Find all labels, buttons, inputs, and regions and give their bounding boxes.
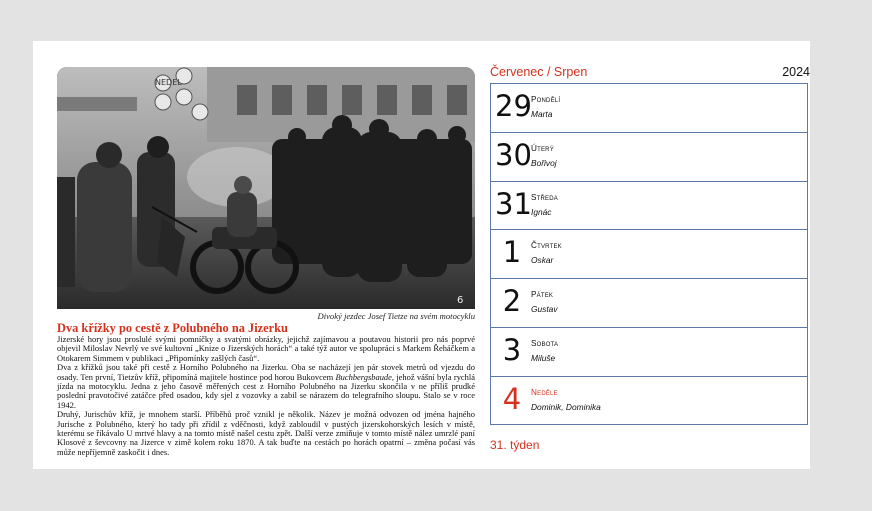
year-label: 2024 bbox=[782, 65, 810, 79]
day-number: 30 bbox=[495, 137, 532, 172]
day-row bbox=[491, 279, 807, 328]
day-number: 1 bbox=[502, 235, 522, 270]
day-row-sunday bbox=[491, 377, 807, 426]
sign-letters: NEDEL bbox=[155, 78, 182, 87]
day-number: 31 bbox=[495, 186, 532, 221]
day-name: Pátek bbox=[531, 290, 554, 300]
article-paragraph-2: Dva z křížků jsou také při cestě z Horního Polubného na Jizerku. Oba se nacházejí jen pár stovek metrů od vjezdu do osady. Ten první, Tietzův kříž, připomíná majitele hostince pod horou Bukovcem Buchbergsbaude, jehož vášní byla rychlá jízda na motocyklu. Jedna z jeho časově měřených cest z Horního Polubného na Jizerku skončila v ne příliš prudké poslední pravotočivé zatáčce před osadou, kdy sjel z vozovky a zabil se nárazem do telegrafního sloupu. Stalo se v roce 1942. bbox=[57, 362, 475, 410]
day-row bbox=[491, 133, 807, 182]
day-number: 4 bbox=[502, 381, 522, 416]
day-number: 2 bbox=[502, 284, 522, 319]
name-day: Oskar bbox=[531, 255, 554, 266]
name-day: Bořivoj bbox=[531, 157, 557, 168]
svg-text:6: 6 bbox=[457, 295, 464, 306]
day-number: 3 bbox=[502, 333, 522, 367]
article bbox=[57, 322, 475, 457]
calendar-page bbox=[33, 41, 810, 469]
name-day: Marta bbox=[531, 109, 553, 119]
week-number: 31. týden bbox=[490, 438, 540, 452]
day-name: Úterý bbox=[531, 143, 554, 153]
day-name: Neděle bbox=[531, 387, 558, 397]
day-name: Pondělí bbox=[531, 95, 561, 104]
day-row bbox=[491, 84, 807, 133]
name-day: Miluše bbox=[531, 353, 556, 363]
day-name: Čtvrtek bbox=[531, 241, 562, 251]
month-label: Červenec / Srpen bbox=[490, 65, 588, 79]
name-day: Gustav bbox=[531, 304, 558, 315]
historic-photo bbox=[57, 67, 475, 309]
day-row bbox=[491, 182, 807, 231]
motorcycle-crowd-photo bbox=[57, 67, 475, 309]
article-title: Dva křížky po cestě z Polubného na Jizerku bbox=[57, 321, 288, 335]
day-name: Sobota bbox=[531, 339, 559, 348]
day-name: Středa bbox=[531, 192, 558, 202]
day-number: 29 bbox=[495, 89, 532, 123]
photo-caption: Divoký jezdec Josef Tietze na svém motocyklu bbox=[317, 311, 475, 321]
name-day: Dominik, Dominika bbox=[531, 401, 601, 412]
day-row bbox=[491, 230, 807, 279]
day-row bbox=[491, 328, 807, 377]
week-days-grid bbox=[490, 83, 808, 425]
article-paragraph-3: Druhý, Jurischův kříž, je mnohem starší. Příběhů proč vznikl je několik. Název je možná odvozen od jména hajného Jurische z Polubného, který ho tady při zřídil z vděčnosti, když zabloudil v pustých jizerskohorských lesích v místě, kterému se říkávalo U mrtvé hlavy a na tomto místě našel cestu zpět. Další verze zmiňuje v tomto místě nález umrzlé paní Klosové z ševcovny na Jizerce v zimě kolem roku 1870. A tak buďte na cestách po horách opatrní – změna počasí vás může nepříjemně zaskočit i dnes. bbox=[57, 409, 475, 457]
article-paragraph-1: Jizerské hory jsou proslulé svými pomníčky a svatými obrázky, jejichž zajímavou a poutavou historii pro nás poprvé objevil Miloslav Nevrlý ve své kultovní „Knize o Jizerských horách“ a také týž autor ve spolupráci s Markem Řeháčkem a Otokarem Simmem v publikaci „Připomínky zašlých časů“. bbox=[57, 334, 475, 363]
name-day: Ignác bbox=[531, 206, 552, 217]
